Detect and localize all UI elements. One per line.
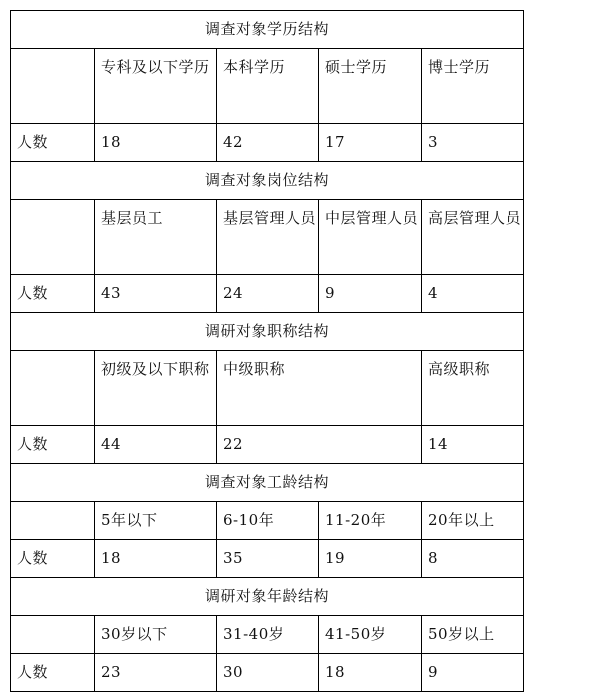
count-cell: 18 (319, 654, 422, 692)
count-cell: 4 (422, 275, 524, 313)
count-cell: 9 (319, 275, 422, 313)
count-cell: 19 (319, 540, 422, 578)
count-cell: 24 (217, 275, 319, 313)
count-row (11, 275, 524, 313)
header-cell: 专科及以下学历 (95, 49, 217, 124)
count-cell: 14 (422, 426, 524, 464)
header-cell: 20年以上 (422, 502, 524, 540)
section-title: 调研对象年龄结构 (11, 578, 524, 616)
count-row (11, 654, 524, 692)
header-cell: 中级职称 (217, 351, 422, 426)
row-label: 人数 (11, 654, 95, 692)
row-label: 人数 (11, 275, 95, 313)
header-cell: 50岁以上 (422, 616, 524, 654)
header-cell: 高级职称 (422, 351, 524, 426)
section-title-row (11, 162, 524, 200)
header-cell: 11-20年 (319, 502, 422, 540)
count-row (11, 540, 524, 578)
count-cell: 43 (95, 275, 217, 313)
empty-header-cell (11, 200, 95, 275)
header-cell: 本科学历 (217, 49, 319, 124)
section-title-row (11, 313, 524, 351)
row-label: 人数 (11, 426, 95, 464)
header-cell: 基层管理人员 (217, 200, 319, 275)
count-cell: 30 (217, 654, 319, 692)
empty-header-cell (11, 616, 95, 654)
count-cell: 8 (422, 540, 524, 578)
header-cell: 硕士学历 (319, 49, 422, 124)
header-cell: 中层管理人员 (319, 200, 422, 275)
header-cell: 高层管理人员 (422, 200, 524, 275)
row-label: 人数 (11, 124, 95, 162)
survey-structure-table (10, 10, 524, 692)
header-row (11, 200, 524, 275)
count-cell: 17 (319, 124, 422, 162)
row-label: 人数 (11, 540, 95, 578)
section-title: 调研对象职称结构 (11, 313, 524, 351)
section-title: 调查对象学历结构 (11, 11, 524, 49)
header-row (11, 502, 524, 540)
header-cell: 31-40岁 (217, 616, 319, 654)
header-cell: 30岁以下 (95, 616, 217, 654)
count-cell: 35 (217, 540, 319, 578)
header-row (11, 49, 524, 124)
section-title-row (11, 11, 524, 49)
count-cell: 22 (217, 426, 422, 464)
header-cell: 基层员工 (95, 200, 217, 275)
empty-header-cell (11, 49, 95, 124)
count-cell: 18 (95, 540, 217, 578)
count-cell: 3 (422, 124, 524, 162)
count-cell: 23 (95, 654, 217, 692)
header-row (11, 616, 524, 654)
section-title-row (11, 464, 524, 502)
count-row (11, 124, 524, 162)
count-cell: 42 (217, 124, 319, 162)
section-title: 调查对象岗位结构 (11, 162, 524, 200)
header-cell: 6-10年 (217, 502, 319, 540)
empty-header-cell (11, 351, 95, 426)
count-cell: 18 (95, 124, 217, 162)
count-row (11, 426, 524, 464)
section-title-row (11, 578, 524, 616)
header-row (11, 351, 524, 426)
header-cell: 5年以下 (95, 502, 217, 540)
count-cell: 9 (422, 654, 524, 692)
empty-header-cell (11, 502, 95, 540)
header-cell: 41-50岁 (319, 616, 422, 654)
count-cell: 44 (95, 426, 217, 464)
header-cell: 初级及以下职称 (95, 351, 217, 426)
section-title: 调查对象工龄结构 (11, 464, 524, 502)
header-cell: 博士学历 (422, 49, 524, 124)
